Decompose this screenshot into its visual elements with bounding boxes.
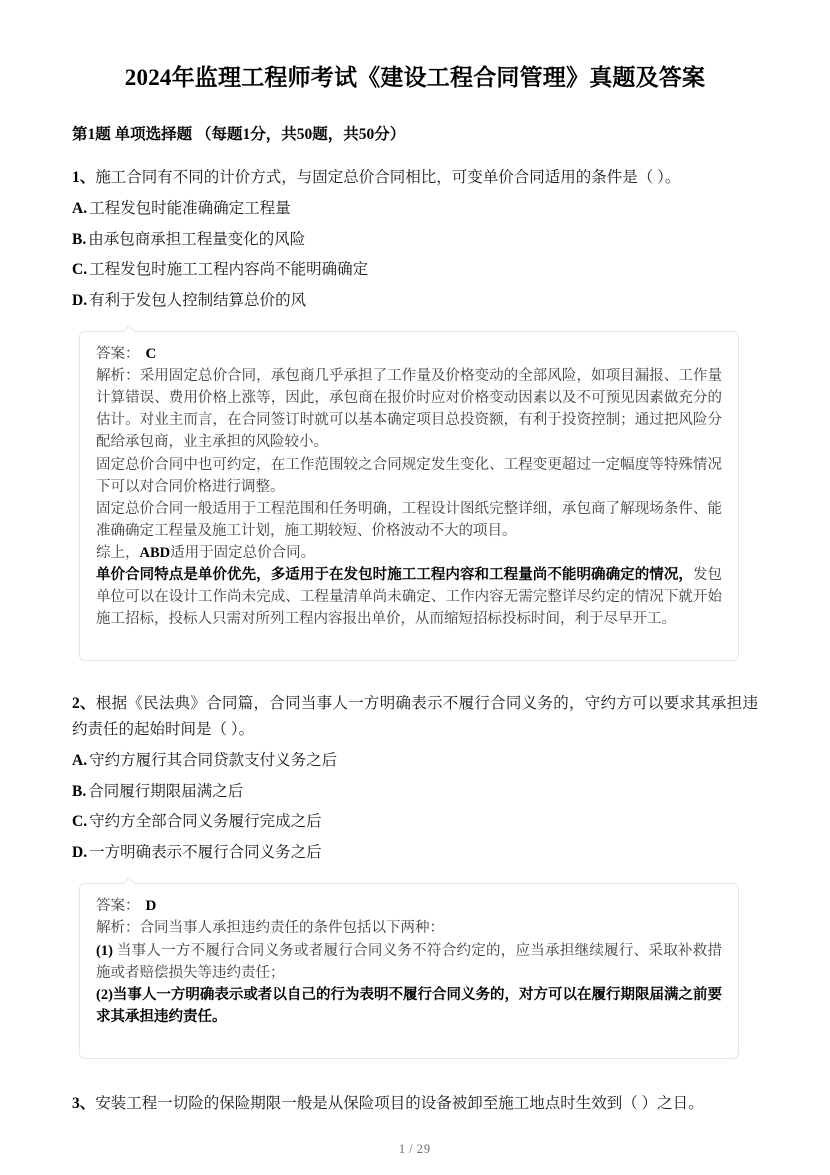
option-text: 守约方全部合同义务履行完成之后 bbox=[89, 813, 322, 831]
question-stem-2 bbox=[72, 691, 758, 744]
summary-highlight: ABD bbox=[139, 544, 171, 561]
option-text: 一方明确表示不履行合同义务之后 bbox=[89, 844, 322, 862]
analysis-paragraph-1 bbox=[96, 917, 722, 939]
option-letter: D. bbox=[72, 291, 88, 309]
analysis-label: 解析： bbox=[96, 920, 140, 937]
page-footer bbox=[0, 1142, 830, 1157]
answer-value: C bbox=[145, 345, 157, 362]
analysis-paragraph-3: 固定总价合同一般适用于工程范围和任务明确，工程设计图纸完整详细，承包商了解现场条件、能准确确定工程量及施工计划，施工期较短、价格波动不大的项目。 bbox=[96, 500, 722, 539]
analysis-text: 合同当事人承担违约责任的条件包括以下两种： bbox=[139, 920, 444, 937]
question-number-2: 2、 bbox=[72, 694, 96, 712]
question-1-option-c bbox=[72, 253, 758, 284]
question-text-2: 根据《民法典》合同篇，合同当事人一方明确表示不履行合同义务的，守约方可以要求其承担违约责任的起始时间是（ ）。 bbox=[72, 694, 758, 739]
analysis-paragraph-1 bbox=[96, 365, 722, 453]
page-content bbox=[72, 0, 758, 1117]
question-number-3: 3、 bbox=[72, 1094, 96, 1112]
summary-suffix: 适用于固定总价合同。 bbox=[170, 544, 316, 561]
answer-value: D bbox=[145, 897, 157, 914]
option-letter: C. bbox=[72, 261, 88, 279]
analysis-item-2: (2)当事人一方明确表示或者以自己的行为表明不履行合同义务的，对方可以在履行期限届满之前要求其承担违约责任。 bbox=[96, 986, 722, 1025]
analysis-text: 采用固定总价合同，承包商几乎承担了工作量及价格变动的全部风险，如项目漏报、工作量计算错误、费用价格上涨等，因此，承包商在报价时应对价格变动因素以及不可预见因素做充分的估计。对业主而言，在合同签订时就可以基本确定项目总投资额，有利于投资控制；通过把风险分配给承包商，业主承担的风险较小。 bbox=[96, 368, 723, 451]
option-text: 有利于发包人控制结算总价的风 bbox=[89, 291, 307, 309]
question-stem-1 bbox=[72, 165, 758, 192]
option-letter: B. bbox=[72, 230, 87, 248]
option-letter: D. bbox=[72, 844, 88, 862]
option-text: 工程发包时施工工程内容尚不能明确确定 bbox=[89, 261, 369, 279]
option-text: 守约方履行其合同贷款支付义务之后 bbox=[89, 752, 338, 770]
answer-box-1 bbox=[79, 331, 739, 661]
final-rest: 发包单位可以在设计工作尚未完成、工程量清单尚未确定、工作内容无需完整详尽约定的情况下就开始施工招标，投标人只需对所列工程内容报出单价，从而缩短招标投标时间，利于尽早开工。 bbox=[96, 566, 722, 627]
option-letter: A. bbox=[72, 199, 88, 217]
question-block-3 bbox=[72, 1091, 758, 1118]
item-marker: (1) bbox=[96, 942, 113, 959]
footer-total-pages: 29 bbox=[416, 1142, 432, 1156]
analysis-summary bbox=[96, 542, 722, 564]
question-stem-3 bbox=[72, 1091, 758, 1118]
page-title: 2024年监理工程师考试《建设工程合同管理》真题及答案 bbox=[124, 65, 706, 90]
question-2-option-c bbox=[72, 805, 758, 836]
analysis-paragraph-2: 固定总价合同中也可约定，在工作范围较之合同规定发生变化、工程变更超过一定幅度等特殊情况下可以对合同价格进行调整。 bbox=[96, 456, 722, 495]
item-text: 当事人一方不履行合同义务或者履行合同义务不符合约定的，应当承担继续履行、采取补救措施或者赔偿损失等违约责任； bbox=[96, 942, 722, 981]
answer-box-2 bbox=[79, 883, 739, 1059]
option-letter: A. bbox=[72, 752, 88, 770]
question-block-1 bbox=[72, 165, 758, 660]
footer-current-page: 1 bbox=[398, 1142, 407, 1156]
question-text-3: 安装工程一切险的保险期限一般是从保险项目的设备被卸至施工地点时生效到（ ）之日。 bbox=[95, 1094, 704, 1112]
summary-prefix: 综上， bbox=[96, 544, 140, 561]
question-1-option-a bbox=[72, 192, 758, 223]
analysis-item-1 bbox=[96, 940, 722, 984]
final-highlight: 单价合同特点是单价优先，多适用于在发包时施工工程内容和工程量尚不能明确确定的情况， bbox=[96, 566, 693, 583]
option-letter: B. bbox=[72, 782, 87, 800]
analysis-final bbox=[96, 564, 722, 630]
question-2-option-d bbox=[72, 836, 758, 867]
answer-label: 答案： bbox=[96, 345, 140, 362]
option-text: 工程发包时能准确确定工程量 bbox=[89, 199, 291, 217]
question-2-option-b bbox=[72, 775, 758, 806]
answer-label: 答案： bbox=[96, 897, 140, 914]
option-letter: C. bbox=[72, 813, 88, 831]
question-number-1: 1、 bbox=[72, 169, 96, 187]
answer-row-2 bbox=[96, 895, 722, 918]
analysis-label: 解析： bbox=[96, 368, 140, 385]
option-text: 由承包商承担工程量变化的风险 bbox=[88, 230, 306, 248]
question-1-option-d bbox=[72, 284, 758, 315]
option-text: 合同履行期限届满之后 bbox=[88, 782, 244, 800]
question-2-option-a bbox=[72, 744, 758, 775]
section-header: 第1题 单项选择题 （每题1分，共50题，共50分） bbox=[72, 126, 406, 144]
footer-separator: / bbox=[409, 1142, 414, 1156]
answer-row-1 bbox=[96, 343, 722, 366]
question-1-option-b bbox=[72, 223, 758, 254]
question-block-2 bbox=[72, 691, 758, 1059]
question-text-1: 施工合同有不同的计价方式，与固定总价合同相比，可变单价合同适用的条件是（ ）。 bbox=[95, 169, 681, 187]
